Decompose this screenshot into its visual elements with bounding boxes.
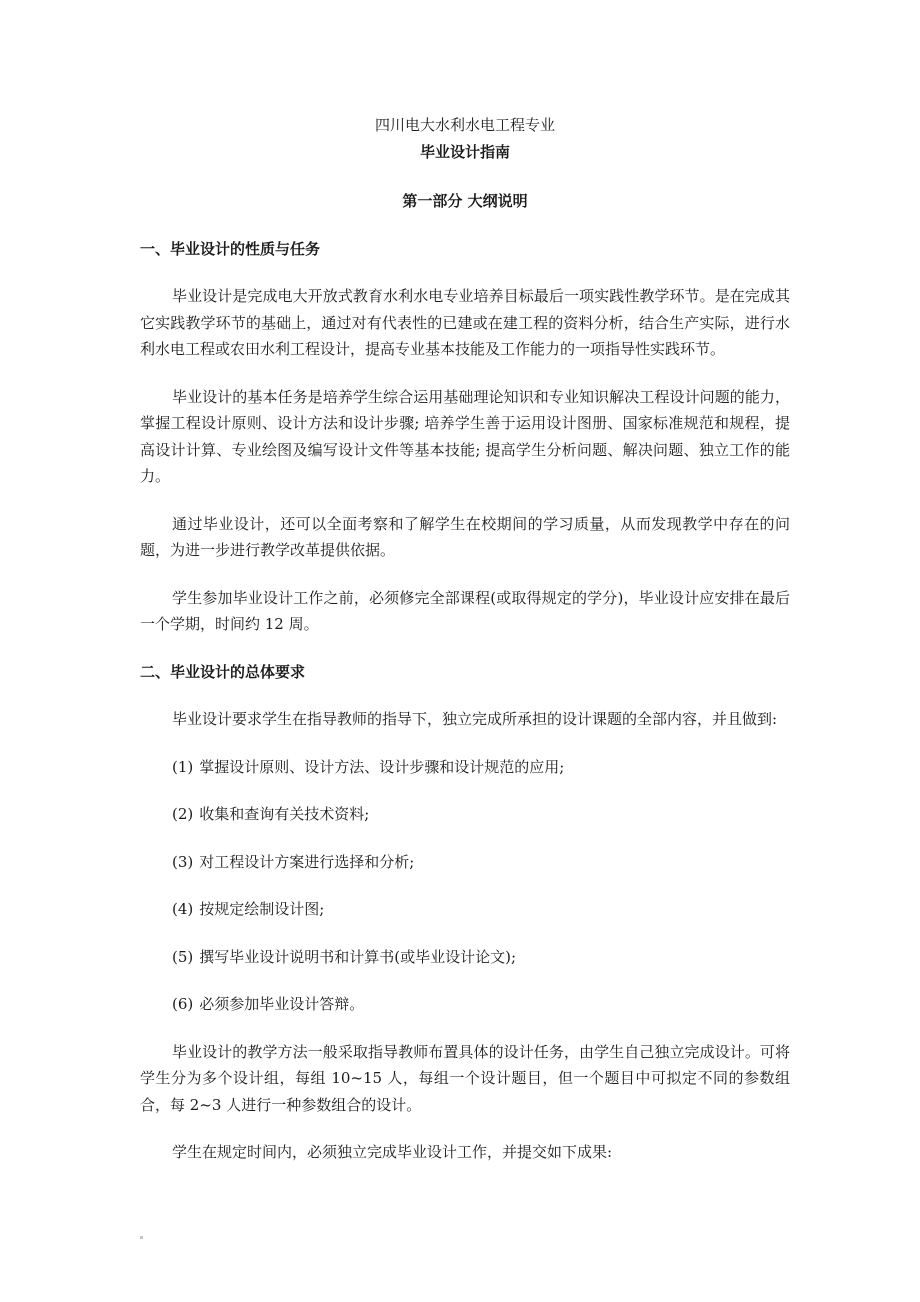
list-item-number: (1) [172, 757, 194, 776]
section-heading-1: 一、毕业设计的性质与任务 [140, 239, 321, 258]
list-item [140, 801, 790, 828]
section2-intro: 毕业设计要求学生在指导教师的指导下，独立完成所承担的设计课题的全部内容，并且做到: [172, 710, 778, 728]
list-item-text: 收集和查询有关技术资料; [199, 805, 370, 823]
list-item-number: (5) [172, 947, 194, 966]
list-item-text: 掌握设计原则、设计方法、设计步骤和设计规范的应用; [199, 757, 565, 776]
section2-method-paragraph: 毕业设计的教学方法一般采取指导教师布置具体的设计任务，由学生自己独立完成设计。可将学生分为多个设计组，每组 10~15 人，每组一个设计题目，但一个题目中可拟定不同的参数组合，每 2~3 人进行一种参数组合的设计。 [140, 1042, 790, 1114]
list-item-text: 对工程设计方案进行选择和分析; [199, 852, 415, 871]
list-item-number: (3) [172, 852, 194, 871]
section2-closing-paragraph: 学生在规定时间内，必须独立完成毕业设计工作，并提交如下成果: [172, 1143, 613, 1161]
list-item-number: (6) [172, 995, 194, 1013]
section-heading-2: 二、毕业设计的总体要求 [140, 662, 306, 681]
section1-paragraph-2: 毕业设计的基本任务是培养学生综合运用基础理论知识和专业知识解决工程设计问题的能力，掌握工程设计原则、设计方法和设计步骤; 培养学生善于运用设计图册、国家标准规范和规程，提高设计计算、专业绘图及编写设计文件等基本技能; 提高学生分析问题、解决问题、独立工作的能力。 [140, 387, 790, 485]
document-title-line1: 四川电大水利水电工程专业 [374, 116, 555, 134]
document-body [140, 112, 790, 1166]
list-item [140, 991, 790, 1018]
list-item-number: (2) [172, 805, 194, 823]
footer-dot-mark [140, 1236, 143, 1239]
list-item-text: 必须参加毕业设计答辩。 [199, 995, 365, 1013]
list-item [140, 944, 790, 971]
list-item [140, 849, 790, 876]
section1-paragraph-3: 通过毕业设计，还可以全面考察和了解学生在校期间的学习质量，从而发现教学中存在的问题，为进一步进行教学改革提供依据。 [140, 514, 790, 559]
section1-paragraph-1: 毕业设计是完成电大开放式教育水利水电专业培养目标最后一项实践性教学环节。是在完成其它实践教学环节的基础上，通过对有代表性的已建或在建工程的资料分析，结合生产实际，进行水利水电工程或农田水利工程设计，提高专业基本技能及工作能力的一项指导性实践环节。 [140, 287, 790, 358]
list-item-number: (4) [172, 900, 194, 918]
document-title-line2: 毕业设计指南 [419, 142, 510, 161]
part-title: 第一部分 大纲说明 [402, 192, 528, 210]
list-item-text: 按规定绘制设计图; [199, 900, 325, 918]
list-item [140, 896, 790, 923]
section1-paragraph-4: 学生参加毕业设计工作之前，必须修完全部课程(或取得规定的学分)，毕业设计应安排在最后一个学期，时间约 12 周。 [140, 588, 790, 633]
list-item [140, 754, 790, 781]
list-item-text: 撰写毕业设计说明书和计算书(或毕业设计论文); [199, 947, 517, 966]
